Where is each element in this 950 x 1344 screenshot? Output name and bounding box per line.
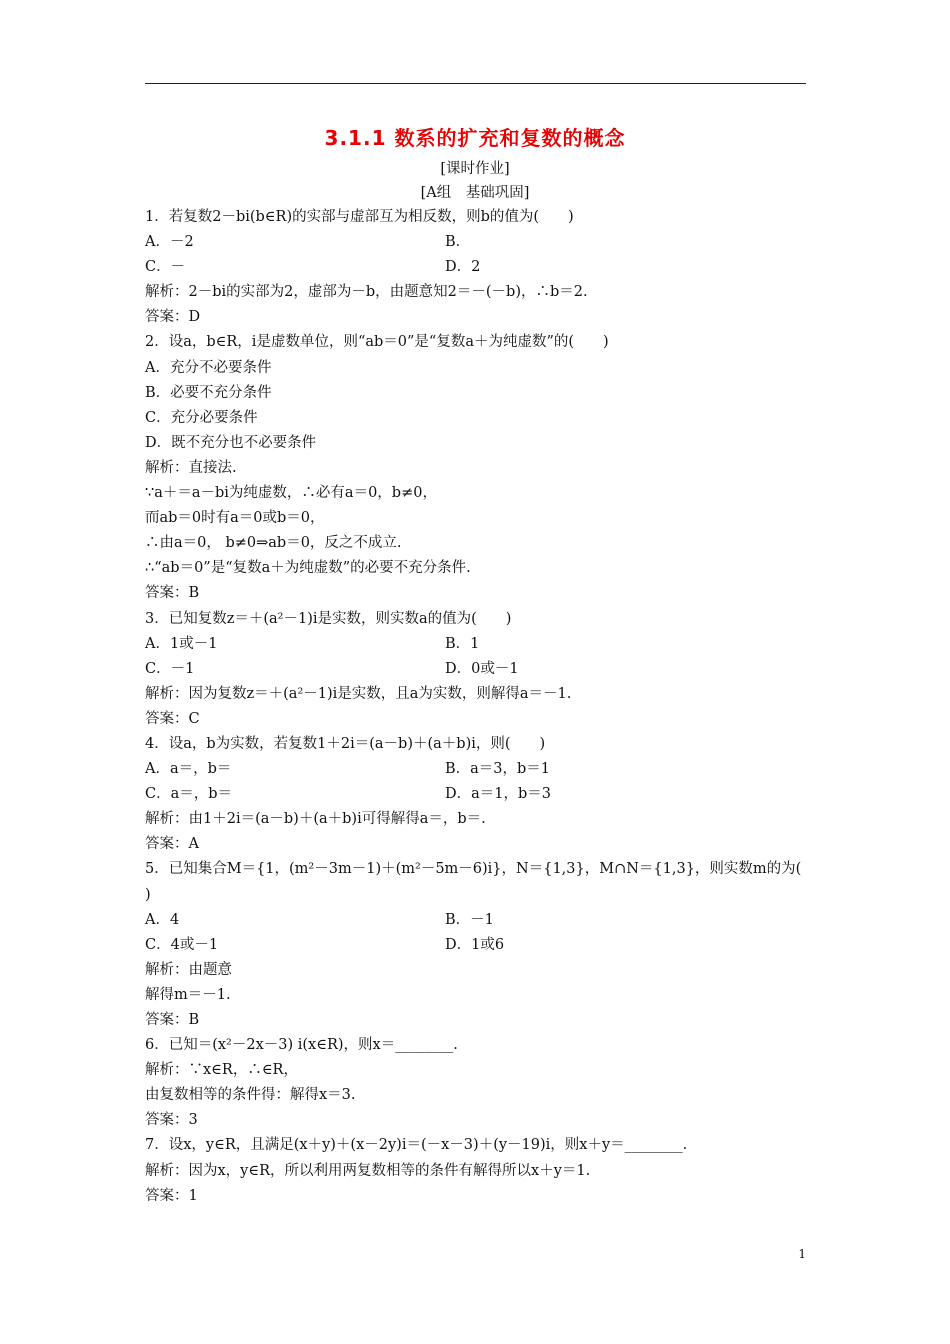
text-line: C．充分必要条件	[145, 409, 258, 426]
subtitle: [课时作业]	[440, 161, 510, 177]
text-line: 解析：因为x，y∈R，所以利用两复数相等的条件有解得所以x＋y＝1.	[145, 1162, 591, 1179]
text-line: 而ab＝0时有a＝0或b＝0，	[145, 510, 325, 527]
text-line: ∵a＋＝a－bi为纯虚数，∴必有a＝0，b≠0，	[145, 485, 437, 502]
option-item: C．－1	[145, 660, 195, 677]
option-row	[145, 632, 810, 657]
option-row	[145, 933, 810, 958]
option-item: A．a＝，b＝	[145, 761, 232, 778]
option-item: C．a＝，b＝	[145, 786, 233, 803]
option-item: D．1或6	[445, 936, 505, 953]
text-line: B．必要不充分条件	[145, 384, 272, 401]
option-item: C．4或－1	[145, 936, 219, 953]
text-line: ∴“ab＝0”是“复数a＋为纯虚数”的必要不充分条件.	[145, 560, 471, 577]
option-row	[145, 255, 810, 280]
text-line: 解析：因为复数z＝＋(a²－1)i是实数，且a为实数，则解得a＝－1.	[145, 685, 572, 702]
page-number: 1	[798, 1247, 806, 1261]
text-line: 解析：由题意	[145, 961, 232, 978]
option-item: B．a＝3，b＝1	[445, 761, 551, 778]
text-line: 解析：由1＋2i＝(a－b)＋(a＋b)i可得解得a＝，b＝.	[145, 811, 486, 828]
text-line: )	[145, 886, 151, 903]
option-row	[145, 657, 810, 682]
option-row	[145, 757, 810, 782]
text-line: 7．设x，y∈R，且满足(x＋y)＋(x－2y)i＝(－x－3)＋(y－19)i，则x＋y＝________.	[145, 1137, 688, 1154]
section-heading: [A组 基础巩固]	[420, 185, 530, 201]
option-item: C．－	[145, 259, 186, 276]
text-line: A．充分不必要条件	[145, 359, 272, 376]
text-line: 答案：3	[145, 1112, 198, 1129]
text-line: 由复数相等的条件得：解得x＝3.	[145, 1087, 356, 1104]
text-line: D．既不充分也不必要条件	[145, 434, 317, 451]
option-row	[145, 230, 810, 255]
text-line: 2．设a，b∈R，i是虚数单位，则“ab＝0”是“复数a＋为纯虚数”的( )	[145, 334, 609, 351]
page-title: 3.1.1 数系的扩充和复数的概念	[324, 126, 626, 150]
option-item: A．－2	[145, 234, 194, 251]
text-line: 1．若复数2－bi(b∈R)的实部与虚部互为相反数，则b的值为( )	[145, 209, 574, 225]
text-line: 5．已知集合M＝{1，(m²－3m－1)＋(m²－5m－6)i}，N＝{1,3}，M∩N＝{1,3}，则实数m的为(	[145, 861, 802, 878]
option-item: D．0或－1	[445, 660, 519, 677]
text-line: 解析：∵x∈R，∴∈R，	[145, 1062, 298, 1079]
option-item: A．1或－1	[145, 635, 218, 652]
text-line: 4．设a，b为实数，若复数1＋2i＝(a－b)＋(a＋b)i，则( )	[145, 735, 546, 752]
option-item: D．2	[445, 259, 481, 276]
text-line: ∴由a＝0， b≠0⇒ab＝0，反之不成立.	[145, 535, 402, 552]
text-line: 答案：C	[145, 710, 200, 727]
option-item: B．1	[445, 635, 480, 652]
text-line: 解得m＝－1.	[145, 986, 231, 1003]
text-line: 答案：B	[145, 585, 200, 602]
option-item: B．	[445, 234, 471, 251]
text-line: 解析：2－bi的实部为2，虚部为－b，由题意知2＝－(－b)，∴b＝2.	[145, 284, 588, 301]
option-item: D．a＝1，b＝3	[445, 786, 552, 803]
option-row	[145, 782, 810, 807]
text-line: 3．已知复数z＝＋(a²－1)i是实数，则实数a的值为( )	[145, 610, 512, 627]
text-line: 解析：直接法.	[145, 459, 237, 476]
text-line: 答案：1	[145, 1187, 198, 1204]
text-line: 答案：D	[145, 309, 201, 326]
header-rule	[145, 83, 806, 84]
document-body	[145, 205, 810, 1209]
text-line: 6．已知＝(x²－2x－3) i(x∈R)，则x＝________.	[145, 1037, 458, 1054]
option-item: A．4	[145, 911, 180, 928]
option-row	[145, 908, 810, 933]
text-line: 答案：B	[145, 1012, 200, 1028]
text-line: 答案：A	[145, 836, 199, 853]
option-item: B．－1	[445, 911, 494, 928]
